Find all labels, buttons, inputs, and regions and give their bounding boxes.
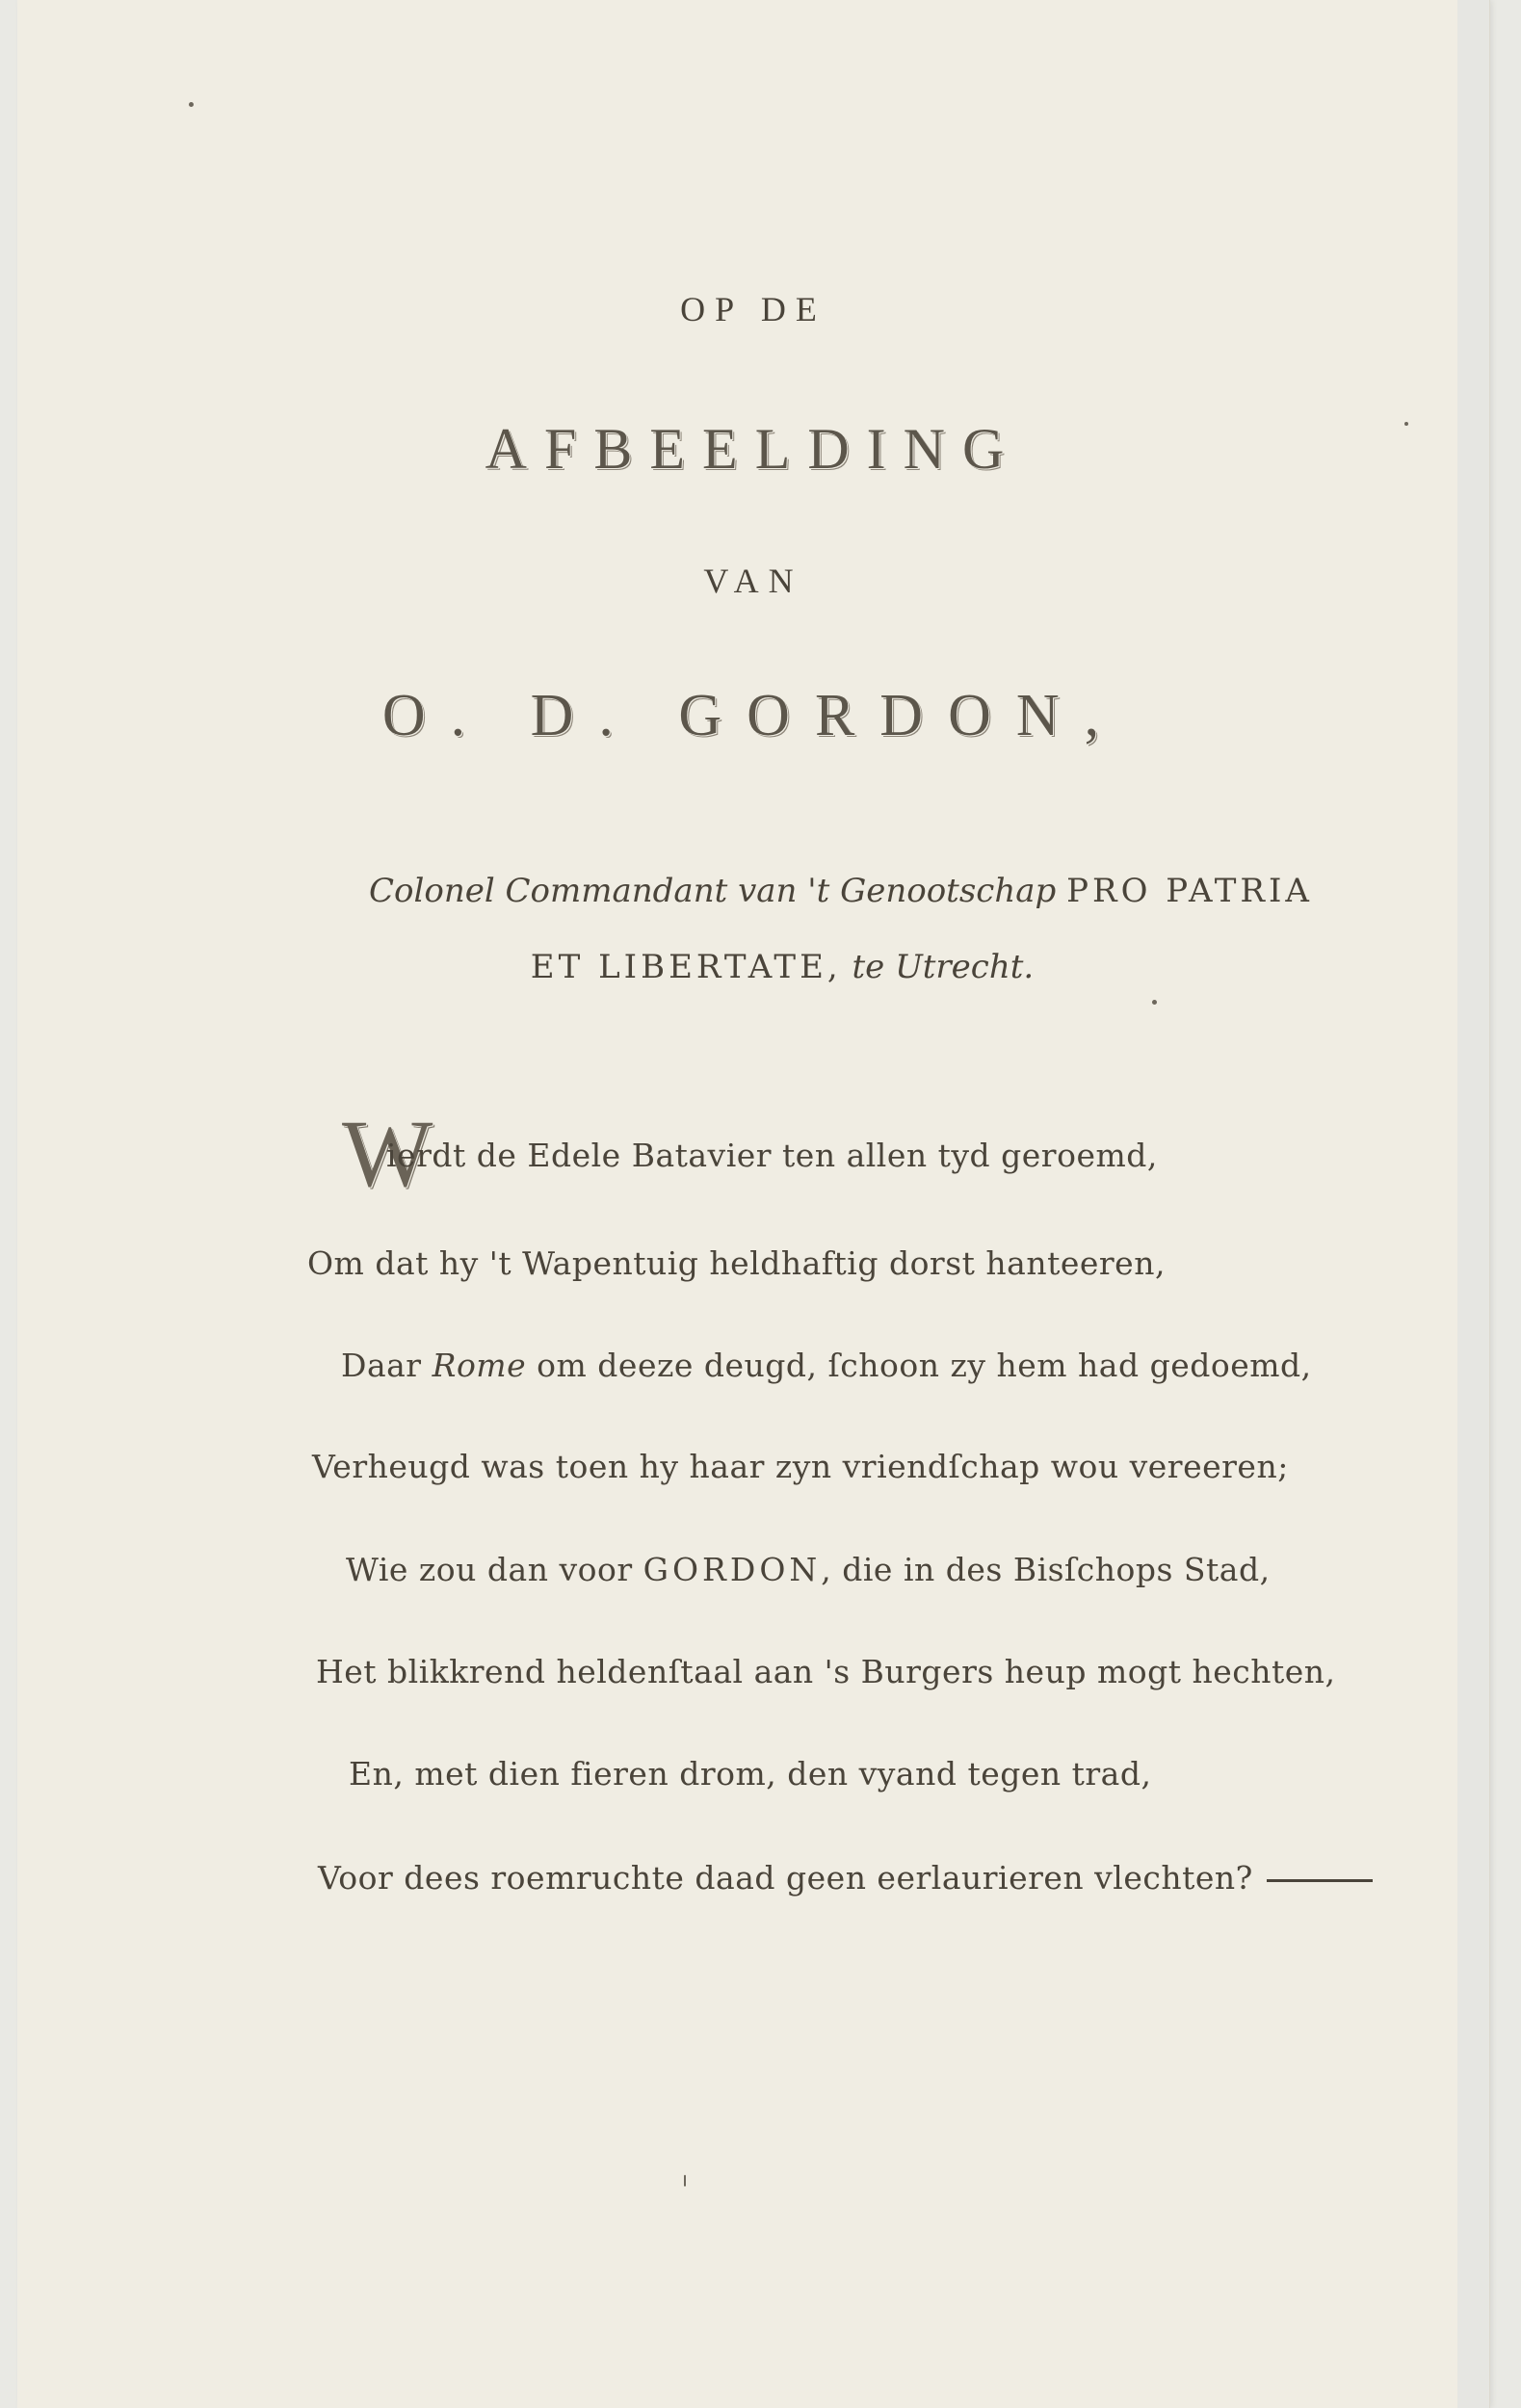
heading-van: VAN [703,562,803,600]
drop-cap: W [342,1100,433,1207]
verse-line-5 [346,1551,1271,1588]
verse-3-rome: Rome [432,1347,527,1384]
paper-speck [1152,1000,1157,1005]
subtitle-colonel: Colonel Commandant van 't Genootschap [369,872,1057,910]
heading-afbeelding: AFBEELDING [485,417,1022,481]
closing-dash [1267,1879,1373,1882]
subtitle-pro-patria: PRO PATRIA [1066,872,1313,910]
verse-line-1: ierdt de Edele Batavier ten allen tyd geroemd, [386,1137,1158,1174]
subtitle-line-2 [17,948,1489,986]
paper-speck [684,2175,686,2186]
verse-line-8 [318,1859,1373,1897]
verse-5-rest: , die in des Bisſchops Stad, [821,1551,1271,1588]
subtitle-et-libertate: ET LIBERTATE, [530,948,842,986]
paper-speck [189,102,194,107]
subtitle-line-1 [17,872,1521,910]
subtitle-utrecht: te Utrecht. [852,948,1035,986]
verse-line-6: Het blikkrend heldenſtaal aan 's Burgers heup mogt hechten, [316,1653,1336,1690]
heading-gordon: O. D. GORDON, [381,683,1125,748]
verse-line-2: Om dat hy 't Wapentuig heldhaftig dorst hanteeren, [307,1244,1166,1282]
verse-3-daar: Daar [341,1347,422,1384]
heading-op-de: OP DE [680,290,826,328]
verse-8-text: Voor dees roemruchte daad geen eerlaurieren vlechten? [318,1859,1253,1897]
verse-3-rest: om deeze deugd, ſchoon zy hem had gedoemd, [537,1347,1312,1384]
verse-5-gordon: GORDON [642,1551,822,1588]
paper-speck [1404,422,1408,426]
paper-edge [1457,0,1489,2408]
verse-line-7: En, met dien fieren drom, den vyand tegen trad, [349,1755,1152,1793]
verse-line-3 [341,1347,1312,1384]
verse-line-4: Verheugd was toen hy haar zyn vriendſchap wou vereeren; [312,1448,1289,1485]
verse-5-start: Wie zou dan voor [346,1551,633,1588]
paper-sheet [17,0,1489,2408]
